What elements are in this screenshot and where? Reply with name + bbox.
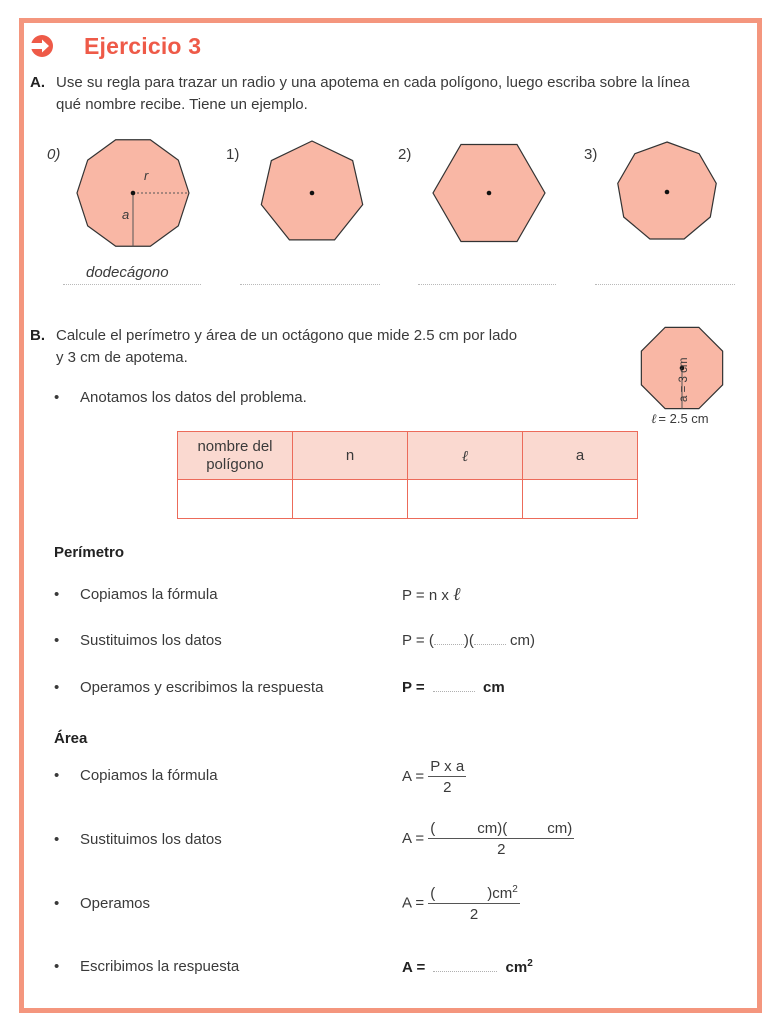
numerator: [428, 884, 520, 904]
bullet: •: [54, 767, 60, 784]
section-b-letter-wrap: [30, 325, 45, 347]
center-point-1: [310, 191, 315, 196]
octagon-side-label: [651, 411, 709, 427]
step-text: Sustituimos los datos: [80, 632, 222, 649]
section-a-instruction: [30, 72, 45, 94]
unit-end: cm): [547, 820, 573, 837]
section-b-letter: B.: [30, 327, 45, 344]
answer-line-3[interactable]: [595, 284, 735, 285]
area-substitution: [402, 820, 574, 858]
exercise-header: [30, 30, 201, 62]
answer-line-2[interactable]: [418, 284, 556, 285]
radius-label: r: [144, 168, 149, 183]
header-apothem: a: [523, 432, 638, 480]
denominator: 2: [497, 841, 506, 858]
paren-open: (: [430, 885, 436, 902]
apothem-label: a: [122, 207, 130, 222]
lhs: A =: [402, 959, 426, 976]
formula-mid: )(: [463, 632, 474, 649]
area-step-4: [54, 958, 239, 975]
area-step-1: [54, 767, 218, 784]
blank-perimeter[interactable]: [433, 691, 475, 692]
section-b-line1: Calcule el perímetro y área de un octágono que mide 2.5 cm por lado: [56, 327, 518, 344]
area-answer: [402, 958, 533, 976]
lhs: A =: [402, 894, 425, 912]
perimeter-substitution: [402, 632, 535, 649]
numerator: P x a: [430, 758, 465, 775]
blank-side[interactable]: [474, 644, 506, 645]
section-a-text: [56, 72, 756, 116]
formula-post: cm): [505, 632, 535, 649]
table-row: [178, 480, 638, 519]
step-text: Escribimos la respuesta: [80, 958, 240, 975]
step-text: Copiamos la fórmula: [80, 586, 218, 603]
fraction: [428, 884, 520, 923]
perimeter-step-1: [54, 586, 218, 603]
superscript: 2: [527, 958, 533, 969]
numerator: [428, 820, 574, 839]
bullet: •: [54, 831, 60, 848]
header-polygon-name: [178, 432, 293, 480]
section-a-line1: Use su regla para trazar un radio y una apotema en cada polígono, luego escriba sobre la línea: [56, 74, 690, 91]
unit: cm: [505, 959, 528, 976]
polygon-2-label: 2): [398, 146, 412, 163]
cell-side[interactable]: [408, 480, 523, 519]
step-text: Operamos: [80, 895, 151, 912]
unit: )cm: [487, 885, 513, 902]
header-side: ℓ: [408, 432, 523, 480]
polygon-1: [261, 141, 362, 240]
bullet: •: [54, 586, 60, 603]
denominator: 2: [469, 906, 479, 923]
denominator: 2: [443, 779, 452, 796]
answer-line-1[interactable]: [240, 284, 380, 285]
exercise-title: Ejercicio 3: [84, 32, 202, 59]
unit-mid: cm)(: [477, 820, 508, 837]
center-point-3: [665, 190, 670, 195]
area-step-2: [54, 831, 222, 848]
perimeter-answer: [402, 679, 505, 696]
fraction: [428, 820, 574, 858]
fraction: [428, 758, 466, 796]
center-point-0: [131, 191, 136, 196]
center-point-2: [487, 191, 492, 196]
polygon-1-label: 1): [226, 146, 240, 163]
section-b-text: [56, 325, 616, 369]
bullet: •: [54, 958, 60, 975]
polygon-0-label: 0): [47, 146, 61, 163]
bullet: •: [54, 389, 60, 406]
octagon-apothem-label: a = 3 cm: [678, 357, 690, 402]
formula-pre: P = (: [402, 632, 434, 649]
formula-unit: cm: [483, 679, 505, 696]
lhs: A =: [402, 829, 425, 847]
side-symbol: ℓ: [651, 412, 657, 427]
step-data-text: Anotamos los datos del problema.: [80, 389, 307, 406]
step-text: Sustituimos los datos: [80, 831, 222, 848]
area-title: Área: [54, 730, 88, 747]
lhs: A =: [402, 767, 425, 785]
polygon-3-label: 3): [584, 146, 598, 163]
cell-polygon-name[interactable]: [178, 480, 293, 519]
answer-line-0: [63, 284, 201, 285]
section-b-line2: y 3 cm de apotema.: [56, 349, 188, 366]
bullet: •: [54, 632, 60, 649]
bullet: •: [54, 895, 60, 912]
bullet: •: [54, 679, 60, 696]
area-formula: [402, 758, 466, 796]
header-n: n: [293, 432, 408, 480]
paren-open: (: [430, 820, 436, 837]
table-header-row: [178, 432, 638, 480]
step-text: Operamos y escribimos la respuesta: [80, 679, 324, 696]
area-operation: [402, 884, 520, 923]
perimeter-formula: [402, 584, 461, 605]
step-text: Copiamos la fórmula: [80, 767, 218, 784]
example-answer: dodecágono: [86, 264, 169, 281]
step-data-row: [54, 389, 307, 406]
superscript: 2: [512, 884, 518, 895]
cell-n[interactable]: [293, 480, 408, 519]
formula-text: P = n x: [402, 587, 454, 604]
section-a-letter: A.: [30, 74, 45, 91]
header-line1: nombre del: [197, 437, 273, 455]
side-symbol: ℓ: [453, 584, 461, 605]
formula-pre: P =: [402, 679, 425, 696]
side-value: = 2.5 cm: [658, 411, 709, 426]
cell-apothem[interactable]: [523, 480, 638, 519]
polygons-figure: [0, 130, 781, 260]
perimeter-step-3: [54, 679, 323, 696]
data-table: [177, 431, 638, 519]
section-a-line2: qué nombre recibe. Tiene un ejemplo.: [56, 96, 308, 113]
header-line2: polígono: [206, 455, 264, 473]
arrow-right-circle-icon: [30, 34, 54, 58]
perimeter-title: Perímetro: [54, 544, 125, 561]
area-step-3: [54, 895, 150, 912]
blank-n[interactable]: [434, 644, 464, 645]
blank-area[interactable]: [433, 971, 497, 972]
perimeter-step-2: [54, 632, 222, 649]
